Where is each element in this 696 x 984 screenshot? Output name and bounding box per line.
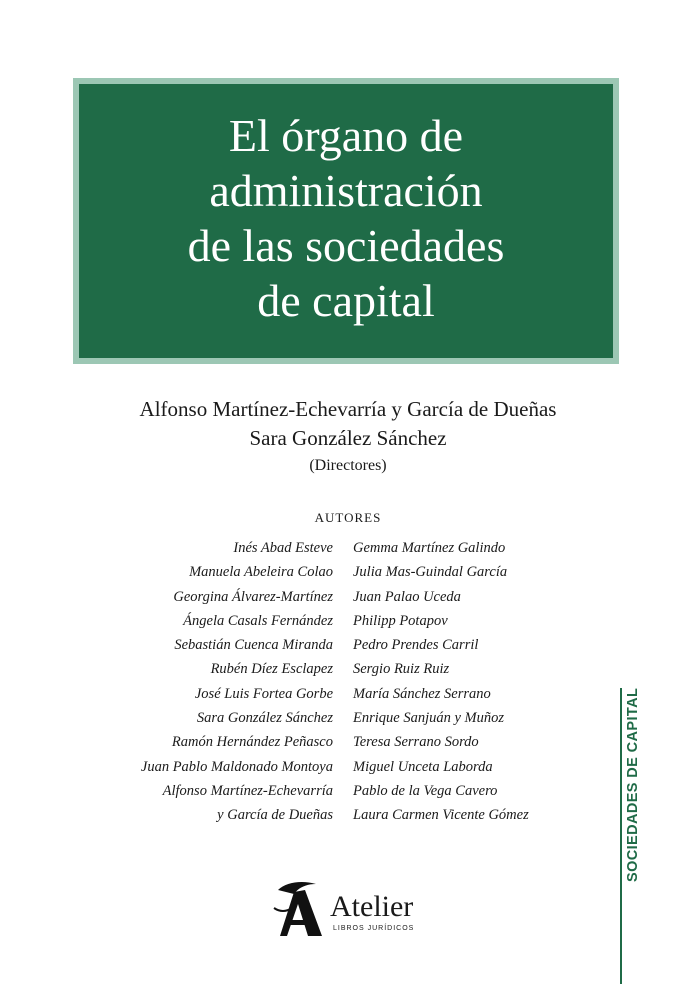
author-name: Enrique Sanjuán y Muñoz: [353, 710, 505, 727]
directors-block: [0, 395, 696, 478]
author-name: Laura Carmen Vicente Gómez: [353, 807, 529, 824]
author-name: Gemma Martínez Galindo: [353, 540, 506, 556]
directors-role: (Directores): [309, 457, 387, 474]
author-name: María Sánchez Serrano: [353, 685, 491, 702]
author-name: Ramón Hernández Peñasco: [171, 734, 333, 751]
author-name: Julia Mas-Guindal García: [353, 564, 508, 581]
authors-column-right: [353, 536, 623, 828]
atelier-logo-icon: [272, 878, 328, 940]
publisher-subtitle: LIBROS JURÍDICOS: [333, 925, 415, 932]
authors-column-left: [40, 536, 333, 828]
author-name: Pablo de la Vega Cavero: [353, 782, 498, 799]
author-name: Sebastián Cuenca Miranda: [174, 637, 333, 654]
author-name: Juan Pablo Maldonado Montoya: [140, 758, 333, 775]
publisher-name: Atelier: [330, 890, 414, 923]
author-name: Georgina Álvarez-Martínez: [173, 588, 333, 605]
author-name: Miguel Unceta Laborda: [353, 758, 493, 775]
book-title: El órgano de administración de las sociedades de capital: [187, 110, 505, 326]
spine-label: SOCIEDADES DE CAPITAL: [625, 688, 641, 883]
author-name: Sergio Ruiz Ruiz: [353, 661, 450, 678]
director-name: Alfonso Martínez-Echevarría y García de Dueñas: [139, 397, 557, 421]
spine-strip: [620, 688, 658, 984]
author-name: Inés Abad Esteve: [233, 540, 333, 556]
author-name: Philipp Potapov: [353, 612, 448, 629]
director-name: Sara González Sánchez: [249, 426, 447, 450]
author-name: Manuela Abeleira Colao: [189, 564, 333, 581]
author-name: José Luis Fortea Gorbe: [194, 685, 333, 702]
author-name: Rubén Díez Esclapez: [210, 661, 333, 678]
author-name: Teresa Serrano Sordo: [353, 734, 479, 751]
author-name: Ángela Casals Fernández: [183, 612, 333, 629]
title-panel: [73, 78, 619, 364]
title-panel-inner: [79, 84, 613, 358]
publisher-block: [272, 878, 442, 948]
author-name: Pedro Prendes Carril: [353, 637, 479, 654]
author-name: Sara González Sánchez: [196, 710, 333, 727]
authors-heading: AUTORES: [314, 510, 382, 525]
author-name: y García de Dueñas: [217, 807, 333, 824]
author-name: Juan Palao Uceda: [353, 588, 461, 605]
author-name: Alfonso Martínez-Echevarría: [162, 782, 333, 799]
